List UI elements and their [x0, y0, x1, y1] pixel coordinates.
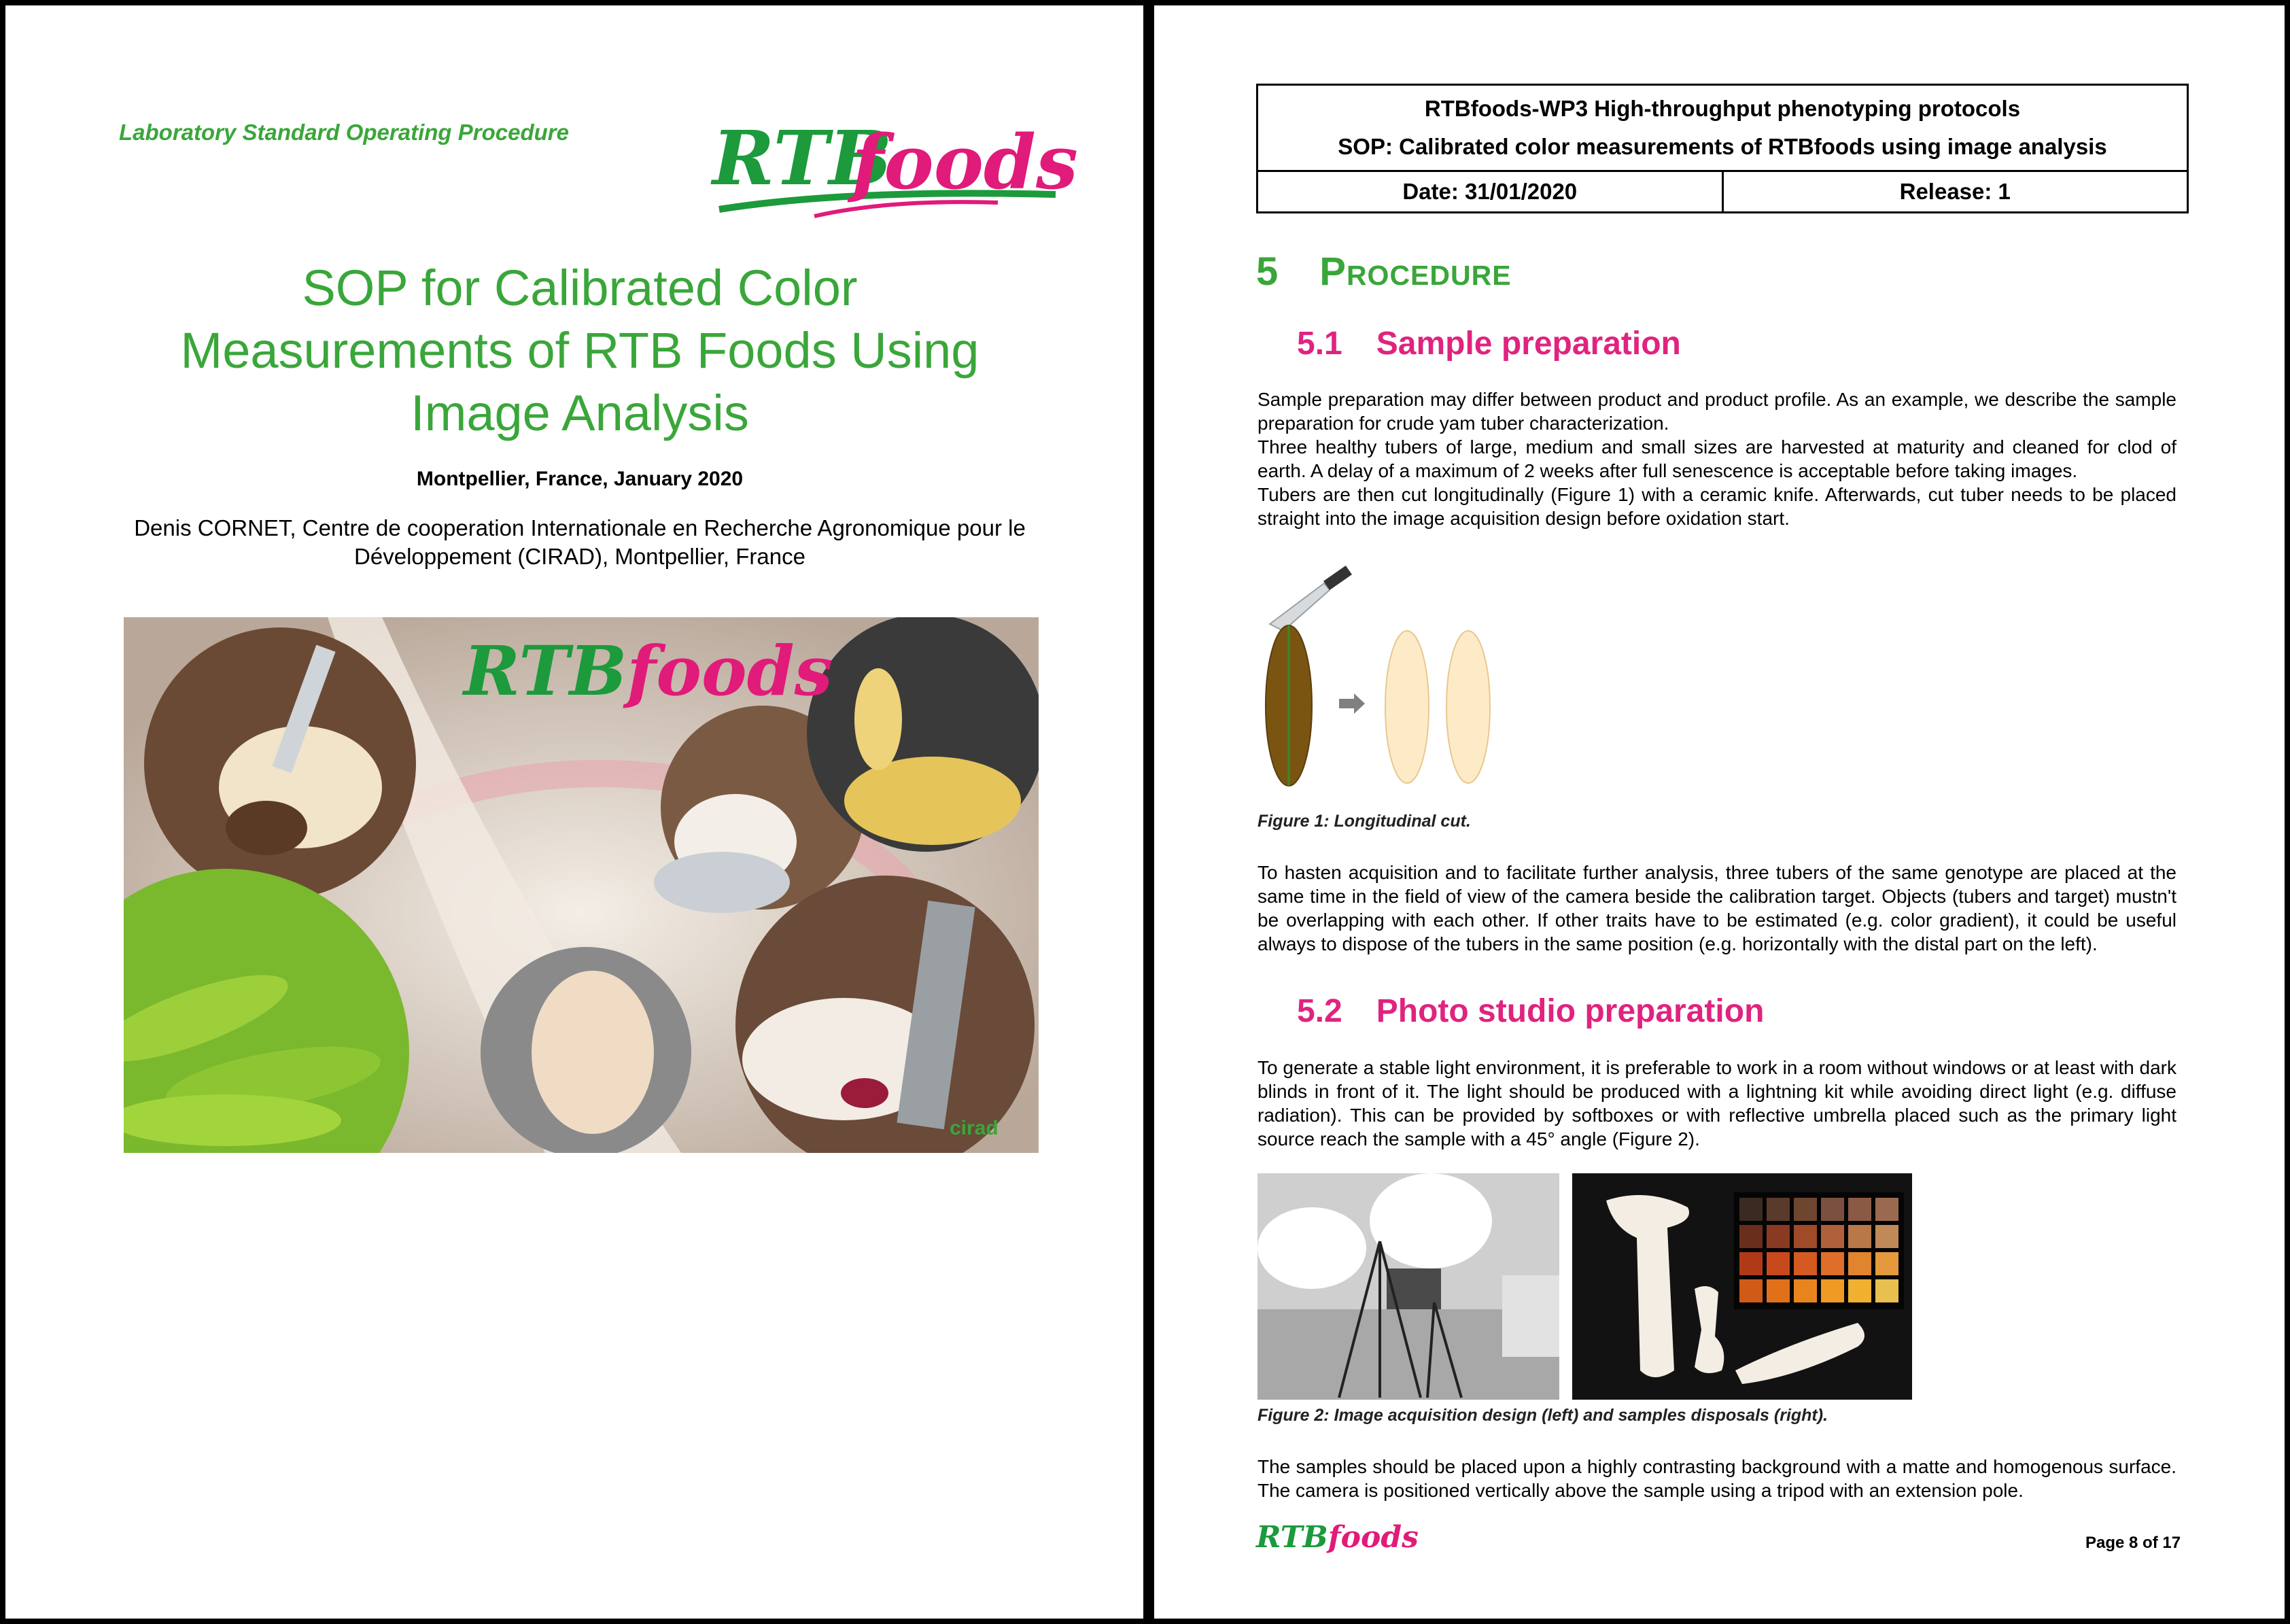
section-heading	[1256, 249, 1512, 294]
header-row	[1257, 85, 2188, 171]
color-swatch	[1739, 1225, 1763, 1248]
color-swatch	[1794, 1198, 1817, 1221]
cover-place-date: Montpellier, France, January 2020	[416, 468, 744, 490]
author-line: Développement (CIRAD), Montpellier, France	[354, 544, 805, 569]
cover-title	[107, 257, 1052, 445]
figure2-studio-photo	[1257, 1173, 1559, 1400]
footer-logo-foods-text: foods	[1328, 1520, 1419, 1555]
arrow-right-icon	[1339, 693, 1365, 714]
header-date: Date: 31/01/2020	[1257, 171, 1723, 213]
tuber-half-icon	[1446, 631, 1490, 783]
section-title: Procedure	[1319, 249, 1512, 294]
figure1-longitudinal-cut	[1256, 563, 1501, 801]
header-release: Release: 1	[1722, 171, 2188, 213]
collage-logo-rtb-text: RTB	[464, 631, 627, 711]
page-number: Page 8 of 17	[2085, 1534, 2181, 1552]
final-paragraph: The samples should be placed upon a highly contrasting background with a matte and homogenous surface. The camera is positioned vertically above the sample using a tripod with an extension pole.	[1257, 1456, 2176, 1501]
collage-logo-foods-text: foods	[627, 631, 833, 711]
header-title-cell	[1257, 85, 2188, 171]
subsection-number: 5.1	[1297, 326, 1342, 362]
color-swatch	[1875, 1252, 1898, 1275]
acquisition-paragraph: To hasten acquisition and to facilitate further analysis, three tubers of the same genotype are placed at the same time in the field of view of the camera beside the calibration target. Objects (tubers and target) mustn't be overlapping with each other. If other traits have to be estimated (e.g. color gradient), it could be useful always to dispose of the tubers in the same position (e.g. horizontally with the distal part on the left).	[1257, 862, 2176, 954]
paragraph: Tubers are then cut longitudinally (Figure 1) with a ceramic knife. Afterwards, cut tuber needs to be placed straight into the image acquisition design before oxidation start.	[1257, 484, 2176, 529]
color-swatch	[1848, 1225, 1871, 1248]
section-number: 5	[1256, 249, 1279, 294]
cover-title-line: SOP for Calibrated Color	[302, 260, 858, 316]
color-swatch	[1767, 1252, 1790, 1275]
subsection-title: Sample preparation	[1376, 326, 1681, 362]
subsection-heading-5-2	[1297, 992, 1764, 1030]
header-row	[1257, 171, 2188, 213]
color-swatch	[1848, 1252, 1871, 1275]
paragraph: Sample preparation may differ between product and product profile. As an example, we describe the sample preparation for crude yam tuber characterization.	[1257, 389, 2176, 434]
color-swatch	[1767, 1225, 1790, 1248]
footer-logo	[1256, 1520, 1419, 1555]
author-line: Denis CORNET, Centre de cooperation Internationale en Recherche Agronomique pour le	[134, 515, 1026, 540]
paragraph: Three healthy tubers of large, medium and small sizes are harvested at maturity and cleaned for clod of earth. A delay of a maximum of 2 weeks after full senescence is acceptable before taking images.	[1257, 436, 2176, 481]
color-swatch	[1821, 1225, 1844, 1248]
logo-rtb-text: RTB	[712, 114, 892, 202]
sop-label: Laboratory Standard Operating Procedure	[119, 120, 569, 145]
logo-foods-text: foods	[852, 118, 1078, 206]
color-swatch	[1794, 1279, 1817, 1302]
collage-logo	[464, 631, 833, 711]
header-line2: SOP: Calibrated color measurements of RTBfoods using image analysis	[1338, 134, 2107, 159]
knife-icon	[1270, 566, 1352, 631]
cirad-mark: cirad	[950, 1117, 999, 1139]
color-chart	[1734, 1192, 1904, 1309]
subsection-title: Photo studio preparation	[1376, 993, 1765, 1029]
color-swatch	[1848, 1198, 1871, 1221]
subsection-number: 5.2	[1297, 993, 1342, 1029]
color-swatch	[1821, 1252, 1844, 1275]
color-swatch	[1875, 1279, 1898, 1302]
color-swatch	[1875, 1225, 1898, 1248]
figure2-samples-photo	[1572, 1173, 1912, 1400]
color-swatch	[1739, 1252, 1763, 1275]
color-swatch	[1739, 1198, 1763, 1221]
color-swatch	[1739, 1279, 1763, 1302]
sample-prep-text	[1257, 387, 2176, 530]
color-swatch	[1821, 1279, 1844, 1302]
color-swatch	[1875, 1198, 1898, 1221]
footer-logo-rtb-text: RTB	[1256, 1520, 1328, 1555]
color-swatch	[1794, 1225, 1817, 1248]
cover-author	[107, 514, 1052, 571]
color-swatch	[1848, 1279, 1871, 1302]
figure1-caption: Figure 1: Longitudinal cut.	[1257, 812, 1471, 831]
document-header-table	[1256, 84, 2189, 213]
document-page	[1149, 0, 2290, 1624]
figure2-caption: Figure 2: Image acquisition design (left) and samples disposals (right).	[1257, 1406, 1828, 1425]
cover-title-line: Image Analysis	[411, 385, 749, 441]
color-swatch	[1767, 1198, 1790, 1221]
rtbfoods-logo	[712, 107, 1078, 243]
tuber-half-icon	[1385, 631, 1429, 783]
color-swatch	[1821, 1198, 1844, 1221]
cover-photo-collage	[124, 617, 1039, 1153]
color-swatch	[1767, 1279, 1790, 1302]
header-line1: RTBfoods-WP3 High-throughput phenotyping protocols	[1424, 96, 2021, 121]
color-swatch	[1794, 1252, 1817, 1275]
studio-paragraph: To generate a stable light environment, it is preferable to work in a room without windows or at least with dark blinds in front of it. The light should be produced with a lightning kit while avoiding direct light (e.g. diffuse radiation). This can be provided by softboxes or with reflective umbrella placed such as the primary light source reach the sample with a 45° angle (Figure 2).	[1257, 1057, 2176, 1150]
subsection-heading-5-1	[1297, 325, 1681, 362]
cover-title-line: Measurements of RTB Foods Using	[180, 322, 979, 379]
